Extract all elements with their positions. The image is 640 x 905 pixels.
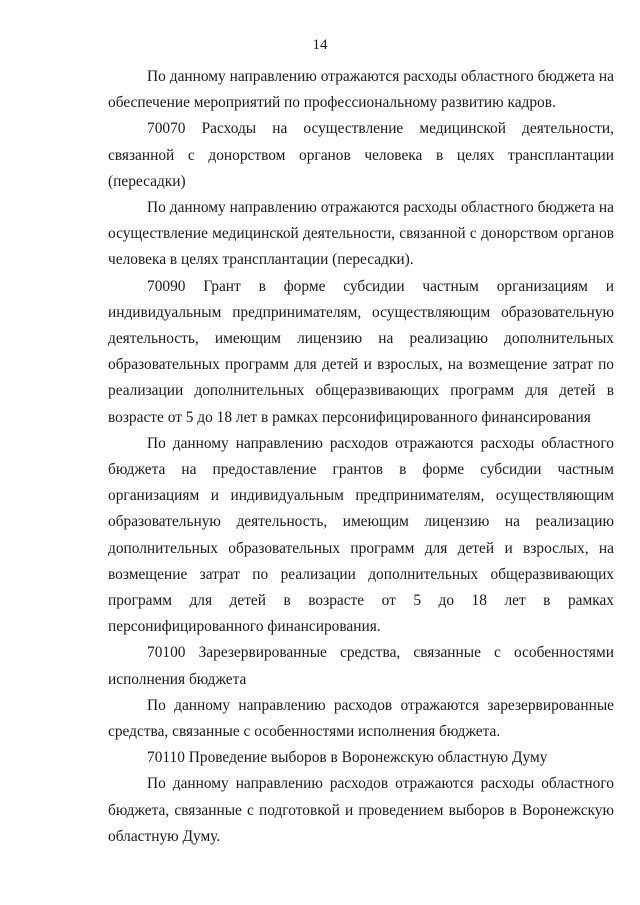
paragraph-1: По данному направлению отражаются расходы областного бюджета на обеспечение мероприятий по профессиональному развитию кадров. xyxy=(108,68,614,112)
paragraph-4: 70090 Грант в форме субсидии частным организациям и индивидуальным предпринимателям, осуществляющим образовательную деятельность, имеющим лицензию на реализацию дополнительных образовательных программ для детей и взрослых, на возмещение затрат по реализации дополнительных общеразвивающих программ для детей в возрасте от 5 до 18 лет в рамках персонифицированного финансирования xyxy=(108,277,614,426)
paragraph-8: 70110 Проведение выборов в Воронежскую областную Думу xyxy=(147,749,548,767)
paragraph-6: 70100 Зарезервированные средства, связанные с особенностями исполнения бюджета xyxy=(108,644,614,688)
document-body xyxy=(108,64,614,850)
paragraph-3: По данному направлению отражаются расходы областного бюджета на осуществление медицинской деятельности, связанной с донорством органов человека в целях трансплантации (пересадки). xyxy=(108,199,614,269)
paragraph-7: По данному направлению расходов отражаются зарезервированные средства, связанные с особенностями исполнения бюджета. xyxy=(108,696,614,741)
page-number: 14 xyxy=(312,37,328,53)
paragraph-2: 70070 Расходы на осуществление медицинской деятельности, связанной с донорством органов человека в целях трансплантации (пересадки) xyxy=(108,120,614,190)
paragraph-9: По данному направлению расходов отражаются расходы областного бюджета, связанные с подготовкой и проведением выборов в Воронежскую областную Думу. xyxy=(108,775,614,845)
paragraph-5: По данному направлению расходов отражаются расходы областного бюджета на предоставление грантов в форме субсидии частным организациям и индивидуальным предпринимателям, осуществляющим образовательную деятельность, имеющим лицензию на реализацию дополнительных образовательных программ для детей и взрослых, на возмещение затрат по реализации дополнительных общеразвивающих программ для детей в возрасте от 5 до 18 лет в рамках персонифицированного финансирования. xyxy=(108,434,614,636)
